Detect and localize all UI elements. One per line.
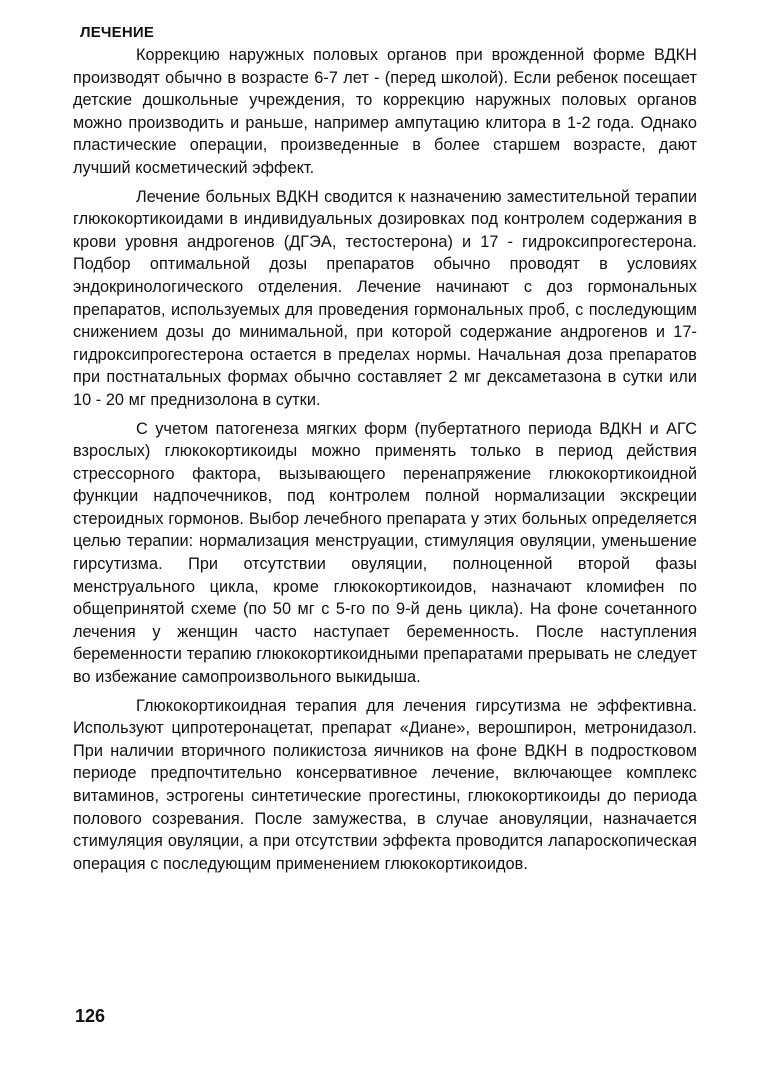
paragraph-hirsutism: Глюкокортикоидная терапия для лечения гирсутизма не эффективна. Используют ципротеронацетат, препарат «Диане», верошпирон, метронидазол. При наличии вторичного поликистоза яичников на фоне ВДКН в подростковом периоде предпочтительно консервативное лечение, включающее комплекс витаминов, эстрогены синтетические прогестины, глюкокортикоиды до периода полового созревания. После замужества, в случае ановуляции, назначается стимуляция овуляции, а при отсутствии эффекта проводится лапароскопическая операция с последующим применением глюкокортикоидов. (73, 696, 697, 873)
paragraph-mild-forms: С учетом патогенеза мягких форм (пубертатного периода ВДКН и АГС взрослых) глюкокортикоиды можно применять только в период действия стрессорного фактора, вызывающего перенапряжение глюкокортикоидной функции надпочечников, под контролем полной нормализации экскреции стероидных гормонов. Выбор лечебного препарата у этих больных определяется целью терапии: нормализация менструации, стимуляция овуляции, уменьшение гирсутизма. При отсутствии овуляции, полноценной второй фазы менструального цикла, кроме глюкокортикоидов, назначают кломифен по общепринятой схеме (по 50 мг с 5-го по 9-й день цикла). На фоне сочетанного лечения у женщин часто наступает беременность. После наступления беременности терапию глюкокортикоидными препаратами прерывать не следует во избежание самопроизвольного выкидыша. (73, 419, 697, 687)
page-number: 126 (75, 1006, 106, 1026)
paragraph-replacement-therapy: Лечение больных ВДКН сводится к назначению заместительной терапии глюкокортикоидами в индивидуальных дозировках под контролем содержания в крови уровня андрогенов (ДГЭА, тестостерона) и 17 - гидроксипрогестерона. Подбор оптимальной дозы препаратов обычно проводят в условиях эндокринологического отделения. Лечение начинают с доз гормональных препаратов, используемых для проведения гормональных проб, с последующим снижением дозы до минимальной, при которой содержание андрогенов и 17-гидроксипрогестерона остается в пределах нормы. Начальная доза препаратов при постнатальных формах обычно составляет 2 мг дексаметазона в сутки или 10 - 20 мг преднизолона в сутки. (73, 187, 697, 409)
section-heading: ЛЕЧЕНИЕ (80, 24, 155, 41)
paragraph-surgical-correction: Коррекцию наружных половых органов при врожденной форме ВДКН производят обычно в возрасте 6-7 лет - (перед школой). Если ребенок посещает детские дошкольные учреждения, то коррекцию наружных половых органов можно производить и раньше, например ампутацию клитора в 1-2 года. Однако пластические операции, произведенные в более старшем возрасте, дают лучший косметический эффект. (73, 46, 697, 177)
